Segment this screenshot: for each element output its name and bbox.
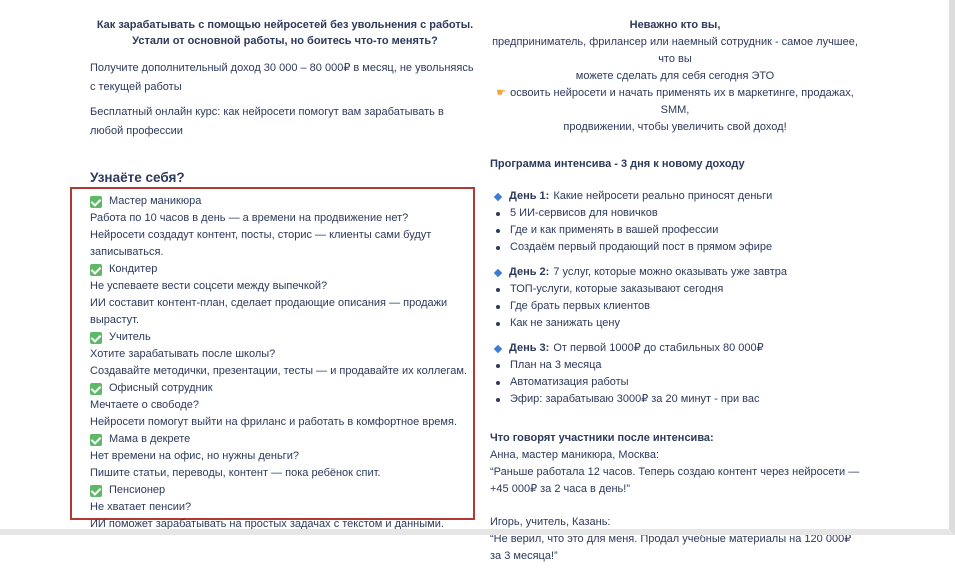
day-item: Где и как применять в вашей профессии xyxy=(510,224,719,236)
right-hero-line1: предприниматель, фрилансер или наемный сотрудник - самое лучшее, что вы xyxy=(492,36,858,65)
pointing-hand-icon: ☛ xyxy=(496,87,507,99)
day-item: Как не занижать цену xyxy=(510,317,620,329)
lead-income: Получите дополнительный доход 30 000 – 80 000₽ в месяц, не увольняясь с текущей работы xyxy=(90,62,474,93)
left-column xyxy=(90,17,480,200)
persona-question: Хотите зарабатывать после школы? xyxy=(90,348,276,360)
bullet-dot-icon xyxy=(496,288,500,292)
review-text: “Раньше работала 12 часов. Теперь создаю контент через нейросети — +45 000₽ за 2 часа в день!” xyxy=(490,466,860,495)
bullet-dot-icon xyxy=(496,246,500,250)
review-text: “Не верил, что это для меня. Продал учебные материалы на 120 000₽ за 3 месяца!” xyxy=(490,533,852,562)
day-label: День 3: xyxy=(509,342,550,354)
bullet-dot-icon xyxy=(496,322,500,326)
persona-role: Офисный сотрудник xyxy=(109,382,213,394)
persona-answer: Нейросети создадут контент, посты, сторис — клиенты сами будут записываться. xyxy=(90,229,432,258)
review-item xyxy=(490,514,860,565)
bullet-dot-icon xyxy=(496,381,500,385)
checkbox-icon xyxy=(90,196,102,208)
right-hero-line2: можете сделать для себя сегодня ЭТО xyxy=(575,70,775,82)
hero-title-line1: Как зарабатывать с помощью нейросетей без увольнения с работы. xyxy=(96,19,474,31)
right-hero-line4: продвижении, чтобы увеличить свой доход! xyxy=(563,121,787,133)
persona-role: Мастер маникюра xyxy=(109,195,202,207)
checkbox-icon xyxy=(90,434,102,446)
review-author: Игорь, учитель, Казань: xyxy=(490,516,611,528)
persona-item xyxy=(90,193,475,261)
day-title: 7 услуг, которые можно оказывать уже завтра xyxy=(553,266,788,278)
persona-item xyxy=(90,482,475,533)
persona-answer: ИИ составит контент-план, сделает продающие описания — продажи вырастут. xyxy=(90,297,448,326)
program-title: Программа интенсива - 3 дня к новому доходу xyxy=(490,158,745,170)
right-hero xyxy=(490,17,860,136)
diamond-bullet-icon xyxy=(494,344,502,352)
persona-item xyxy=(90,380,475,431)
day-label: День 2: xyxy=(509,266,550,278)
section-title-recognize: Узнаёте себя? xyxy=(90,170,185,185)
program-day xyxy=(490,188,860,256)
bullet-dot-icon xyxy=(496,398,500,402)
right-column xyxy=(490,17,860,581)
lead-course: Бесплатный онлайн курс: как нейросети помогут вам зарабатывать в любой профессии xyxy=(90,106,444,137)
right-hero-title: Неважно кто вы, xyxy=(629,19,721,31)
day-item: Автоматизация работы xyxy=(510,376,629,388)
review-item xyxy=(490,447,860,498)
persona-answer: Пишите статьи, переводы, контент — пока ребёнок спит. xyxy=(90,467,381,479)
review-author: Анна, мастер маникюра, Москва: xyxy=(490,449,660,461)
day-item: План на 3 месяца xyxy=(510,359,602,371)
persona-question: Не хватает пенсии? xyxy=(90,501,192,513)
persona-question: Мечтаете о свободе? xyxy=(90,399,199,411)
right-hero-line3: освоить нейросети и начать применять их в маркетинге, продажах, SMM, xyxy=(510,87,854,116)
persona-question: Нет времени на офис, но нужны деньги? xyxy=(90,450,299,462)
left-hero-title xyxy=(90,17,480,49)
persona-item xyxy=(90,329,475,380)
checkbox-icon xyxy=(90,264,102,276)
day-item: Где брать первых клиентов xyxy=(510,300,650,312)
day-item: 5 ИИ-сервисов для новичков xyxy=(510,207,658,219)
hero-title-line2: Устали от основной работы, но боитесь что-то менять? xyxy=(132,35,438,47)
program-day xyxy=(490,264,860,332)
persona-list xyxy=(90,193,475,533)
checkbox-icon xyxy=(90,383,102,395)
checkbox-icon xyxy=(90,332,102,344)
persona-answer: Нейросети помогут выйти на фриланс и работать в комфортное время. xyxy=(90,416,458,428)
persona-role: Кондитер xyxy=(109,263,158,275)
program-day xyxy=(490,340,860,408)
day-item: ТОП-услуги, которые заказывают сегодня xyxy=(510,283,724,295)
persona-role: Пенсионер xyxy=(109,484,166,496)
persona-role: Учитель xyxy=(109,331,151,343)
day-title: От первой 1000₽ до стабильных 80 000₽ xyxy=(553,342,764,354)
persona-item xyxy=(90,431,475,482)
persona-answer: ИИ поможет зарабатывать на простых задачах с текстом и данными. xyxy=(90,518,444,530)
persona-answer: Создавайте методички, презентации, тесты — и продавайте их коллегам. xyxy=(90,365,467,377)
bullet-dot-icon xyxy=(496,305,500,309)
persona-role: Мама в декрете xyxy=(109,433,191,445)
reviews-title: Что говорят участники после интенсива: xyxy=(490,432,714,444)
persona-item xyxy=(90,261,475,329)
persona-question: Работа по 10 часов в день — а времени на продвижение нет? xyxy=(90,212,409,224)
persona-question: Не успеваете вести соцсети между выпечкой? xyxy=(90,280,328,292)
day-item: Эфир: зарабатываю 3000₽ за 20 минут - при вас xyxy=(510,393,760,405)
diamond-bullet-icon xyxy=(494,192,502,200)
day-title: Какие нейросети реально приносят деньги xyxy=(553,190,773,202)
bullet-dot-icon xyxy=(496,212,500,216)
day-label: День 1: xyxy=(509,190,550,202)
day-item: Создаём первый продающий пост в прямом эфире xyxy=(510,241,773,253)
diamond-bullet-icon xyxy=(494,268,502,276)
bullet-dot-icon xyxy=(496,364,500,368)
bullet-dot-icon xyxy=(496,229,500,233)
checkbox-icon xyxy=(90,485,102,497)
